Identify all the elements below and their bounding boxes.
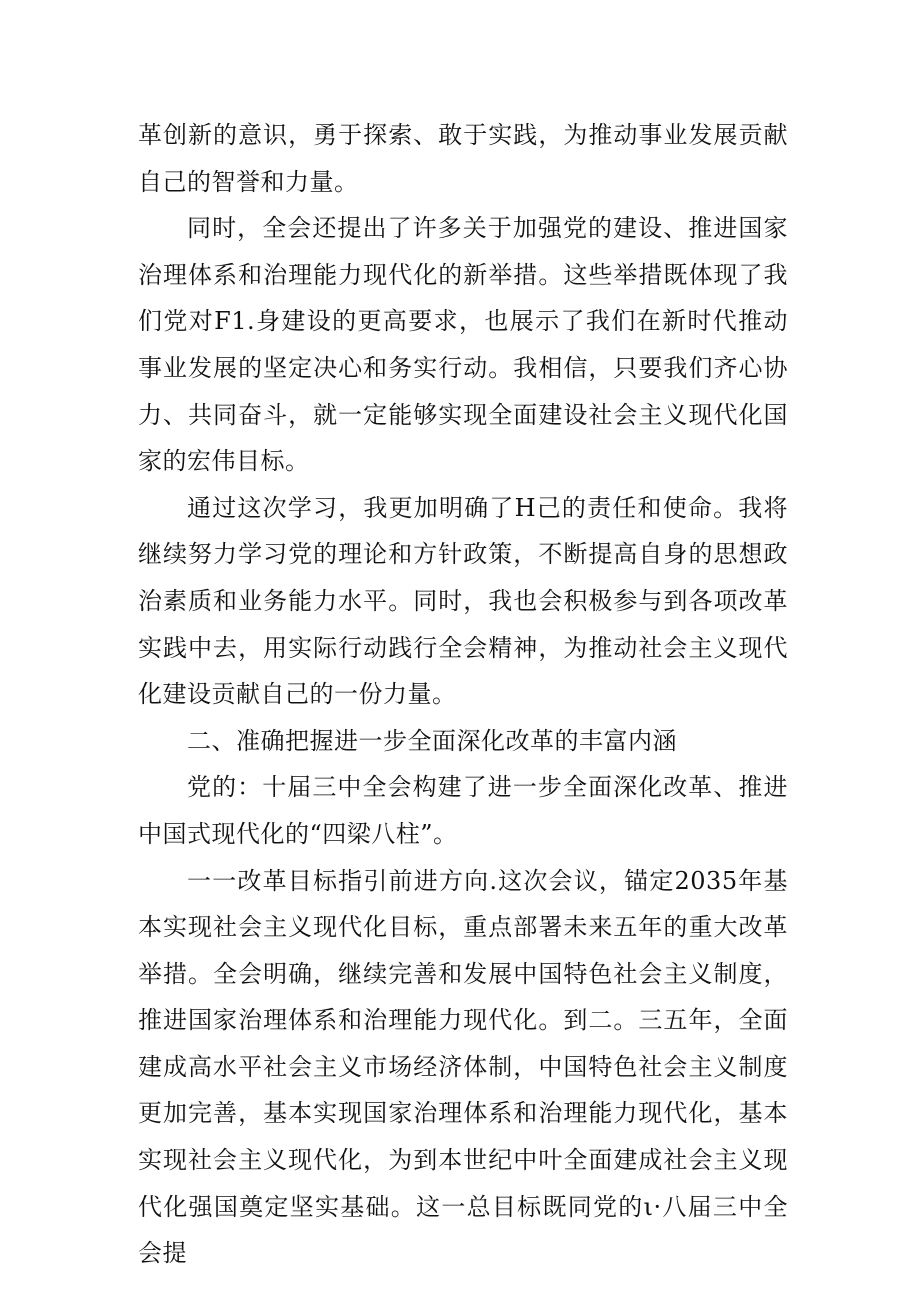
paragraph-4: 党的：十届三中全会构建了进一步全面深化改革、推进中国式现代化的“四梁八柱”。 xyxy=(138,773,788,848)
paragraph-3: 通过这次学习，我更加明确了H己的责任和使命。我将继续努力学习党的理论和方针政策，不断提高自身的思想政治素质和业务能力水平。同时，我也会积极参与到各项改革实践中去，用实际行动践行全会精神，为推动社会主义现代化建设贡献自己的一份力量。 xyxy=(138,493,788,709)
document-body xyxy=(138,112,788,1277)
section-heading: 二、准确把握进一步全面深化改革的丰富内涵 xyxy=(187,726,677,755)
paragraph-5: 一一改革目标指引前进方向.这次会议，锚定2035年基本实现社会主义现代化目标，重点部署未来五年的重大改革举措。全会明确，继续完善和发展中国特色社会主义制度，推进国家治理体系和治理能力现代化。到二。三五年，全面建成高水平社会主义市场经济体制，中国特色社会主义制度更加完善，基本实现国家治理体系和治理能力现代化，基本实现社会主义现代化，为到本世纪中叶全面建成社会主义现代化强国奠定坚实基础。这一总目标既同党的ι·八届三中全会提 xyxy=(138,866,788,1268)
paragraph-2: 同时，全会还提出了许多关于加强党的建设、推进国家治理体系和治理能力现代化的新举措。这些举措既体现了我们党对F1.身建设的更高要求，也展示了我们在新时代推动事业发展的坚定决心和务实行动。我相信，只要我们齐心协力、共同奋斗，就一定能够实现全面建设社会主义现代化国家的宏伟目标。 xyxy=(138,214,788,476)
paragraph-1: 革创新的意识，勇于探索、敢于实践，为推动事业发展贡献自己的智誉和力量。 xyxy=(138,121,788,196)
